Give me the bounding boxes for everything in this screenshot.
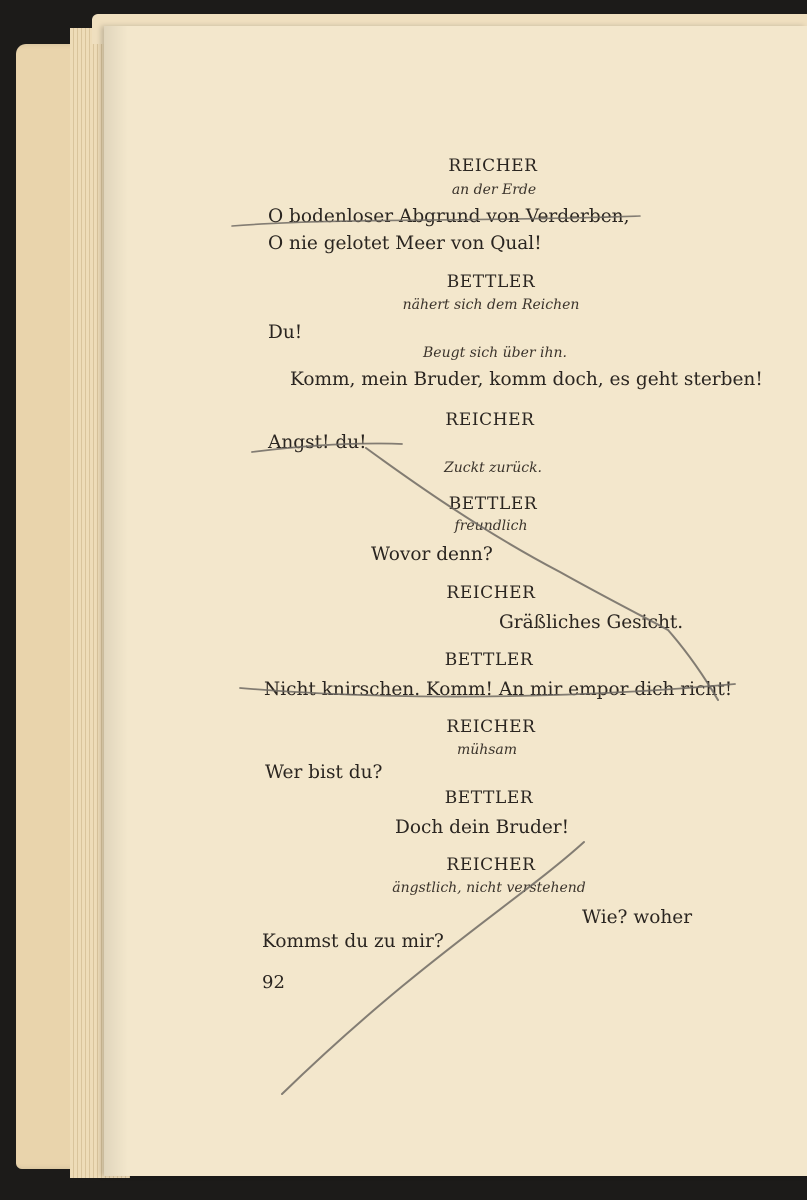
speaker-bettler: BETTLER xyxy=(446,272,536,292)
verse-line: Gräßliches Gesicht. xyxy=(499,612,684,633)
verse-line: Nicht knirschen. Komm! An mir empor dich richt! xyxy=(264,679,733,700)
stage-direction: ängstlich, nicht verstehend xyxy=(392,880,586,896)
speaker-reicher: REICHER xyxy=(446,855,536,875)
verse-line: Du! xyxy=(268,322,303,343)
verse-line: Komm, mein Bruder, komm doch, es geht sterben! xyxy=(290,369,763,390)
verse-line: O bodenloser Abgrund von Verderben, xyxy=(268,206,630,227)
verse-line: Angst! du! xyxy=(268,432,367,453)
stage-direction: mühsam xyxy=(456,742,518,758)
verse-line: Wer bist du? xyxy=(265,762,383,783)
verse-line: O nie gelotet Meer von Qual! xyxy=(268,233,542,254)
page-number: 92 xyxy=(262,972,285,993)
stage-direction: freundlich xyxy=(454,518,528,534)
stage-direction: an der Erde xyxy=(451,182,537,198)
speaker-bettler: BETTLER xyxy=(448,494,538,514)
verse-line: Wie? woher xyxy=(582,907,693,928)
verse-line: Wovor denn? xyxy=(371,544,493,565)
speaker-reicher: REICHER xyxy=(446,583,536,603)
speaker-bettler: BETTLER xyxy=(444,650,534,670)
speaker-reicher: REICHER xyxy=(446,717,536,737)
stage-direction: nähert sich dem Reichen xyxy=(402,297,580,313)
stage-direction: Zuckt zurück. xyxy=(443,460,543,476)
verse-line: Kommst du zu mir? xyxy=(262,931,444,952)
speaker-reicher: REICHER xyxy=(445,410,535,430)
stage-direction: Beugt sich über ihn. xyxy=(423,345,567,361)
verse-line: Doch dein Bruder! xyxy=(395,817,570,838)
speaker-reicher: REICHER xyxy=(448,156,538,176)
speaker-bettler: BETTLER xyxy=(444,788,534,808)
